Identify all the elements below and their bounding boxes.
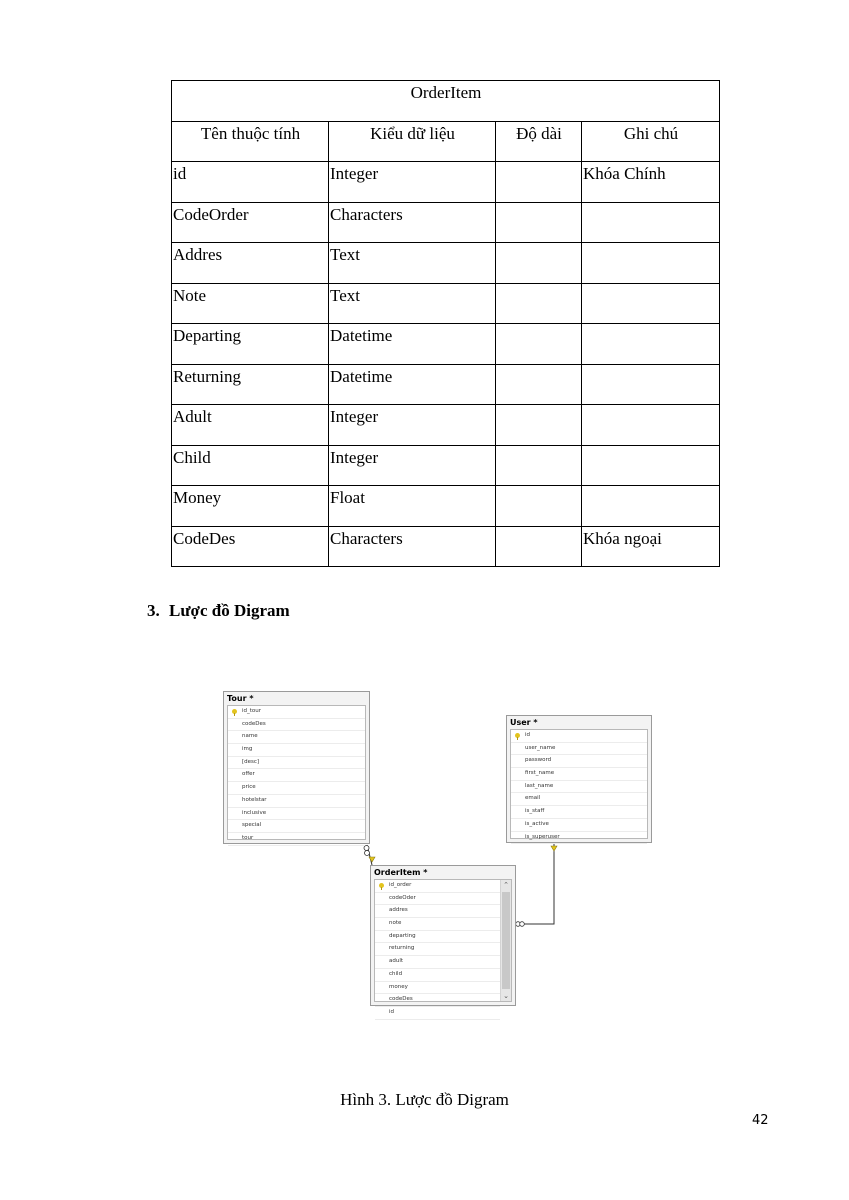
field-row: is_active (511, 819, 647, 832)
field-row: id_tour (228, 706, 365, 719)
field-row: email (511, 793, 647, 806)
cell-attribute: Child (172, 445, 329, 486)
cell-attribute: Money (172, 486, 329, 527)
column-header-attribute: Tên thuộc tính (172, 121, 329, 162)
field-row: offer (228, 769, 365, 782)
column-header-datatype: Kiểu dữ liệu (329, 121, 496, 162)
field-row: money (375, 982, 500, 995)
scrollbar-thumb[interactable] (502, 892, 510, 989)
field-row: child (375, 969, 500, 982)
cell-datatype: Integer (329, 405, 496, 446)
field-row: is_staff (511, 806, 647, 819)
cell-datatype: Datetime (329, 364, 496, 405)
field-row: is_superuser (511, 832, 647, 845)
cell-note: Khóa Chính (582, 162, 720, 203)
cell-datatype: Integer (329, 445, 496, 486)
field-row: [desc] (228, 757, 365, 770)
cell-datatype: Characters (329, 202, 496, 243)
column-header-length: Độ dài (496, 121, 582, 162)
primary-key-icon (515, 733, 520, 738)
field-row: codeDes (375, 994, 500, 1007)
field-row: price (228, 782, 365, 795)
relationship-tour-orderitem (364, 845, 375, 865)
field-row: codeOder (375, 893, 500, 906)
field-row: user_name (511, 743, 647, 756)
field-row: returning (375, 943, 500, 956)
field-row: note (375, 918, 500, 931)
field-row: id (375, 1007, 500, 1020)
chevron-up-icon[interactable]: ⌃ (503, 881, 509, 889)
field-row: adult (375, 956, 500, 969)
cell-datatype: Text (329, 283, 496, 324)
field-row: codeDes (228, 719, 365, 732)
cell-datatype: Integer (329, 162, 496, 203)
field-row: departing (375, 931, 500, 944)
field-row: id (511, 730, 647, 743)
entity-title: User * (510, 718, 538, 727)
key-end-icon (551, 846, 557, 851)
entity-fields (510, 729, 648, 839)
cell-attribute: Departing (172, 324, 329, 365)
field-row: name (228, 731, 365, 744)
field-row: img (228, 744, 365, 757)
entity-fields (227, 705, 366, 840)
primary-key-icon (232, 709, 237, 714)
cell-attribute: Note (172, 283, 329, 324)
field-row: first_name (511, 768, 647, 781)
field-row: special (228, 820, 365, 833)
user-entity (506, 715, 652, 843)
cell-datatype: Float (329, 486, 496, 527)
relationship-user-orderitem (516, 843, 557, 926)
key-end-icon (369, 857, 375, 862)
cell-datatype: Text (329, 243, 496, 284)
field-row: password (511, 755, 647, 768)
orderitem-entity (370, 865, 516, 1015)
many-end-icon (365, 851, 370, 856)
field-row: addres (375, 905, 500, 918)
entity-fields (374, 879, 512, 1015)
field-row: inclusive (228, 808, 365, 821)
chevron-down-icon[interactable]: ⌄ (503, 992, 509, 1000)
tour-entity (223, 691, 370, 844)
cell-note: Khóa ngoại (582, 526, 720, 567)
figure-caption: Hình 3. Lược đồ Digram (340, 1090, 509, 1109)
cell-attribute: CodeOrder (172, 202, 329, 243)
cell-attribute: Returning (172, 364, 329, 405)
cell-attribute: Addres (172, 243, 329, 284)
entity-title: Tour * (227, 694, 254, 703)
many-end-icon (364, 846, 369, 851)
cell-attribute: CodeDes (172, 526, 329, 567)
cell-datatype: Datetime (329, 324, 496, 365)
many-end-icon (520, 922, 525, 927)
orderitem-scrollbar[interactable] (500, 880, 511, 1001)
section-number: 3. (147, 601, 160, 620)
cell-attribute: id (172, 162, 329, 203)
cell-attribute: Adult (172, 405, 329, 446)
field-row: tour (228, 833, 365, 846)
section-title: Lược đồ Digram (169, 601, 290, 620)
column-header-note: Ghi chú (582, 121, 720, 162)
field-row: last_name (511, 781, 647, 794)
field-row: id_order (375, 880, 500, 893)
field-row: hotelstar (228, 795, 365, 808)
page-number: 42 (752, 1113, 769, 1128)
entity-title: OrderItem * (374, 868, 428, 877)
table-caption: OrderItem (172, 81, 720, 122)
primary-key-icon (379, 883, 384, 888)
cell-datatype: Characters (329, 526, 496, 567)
